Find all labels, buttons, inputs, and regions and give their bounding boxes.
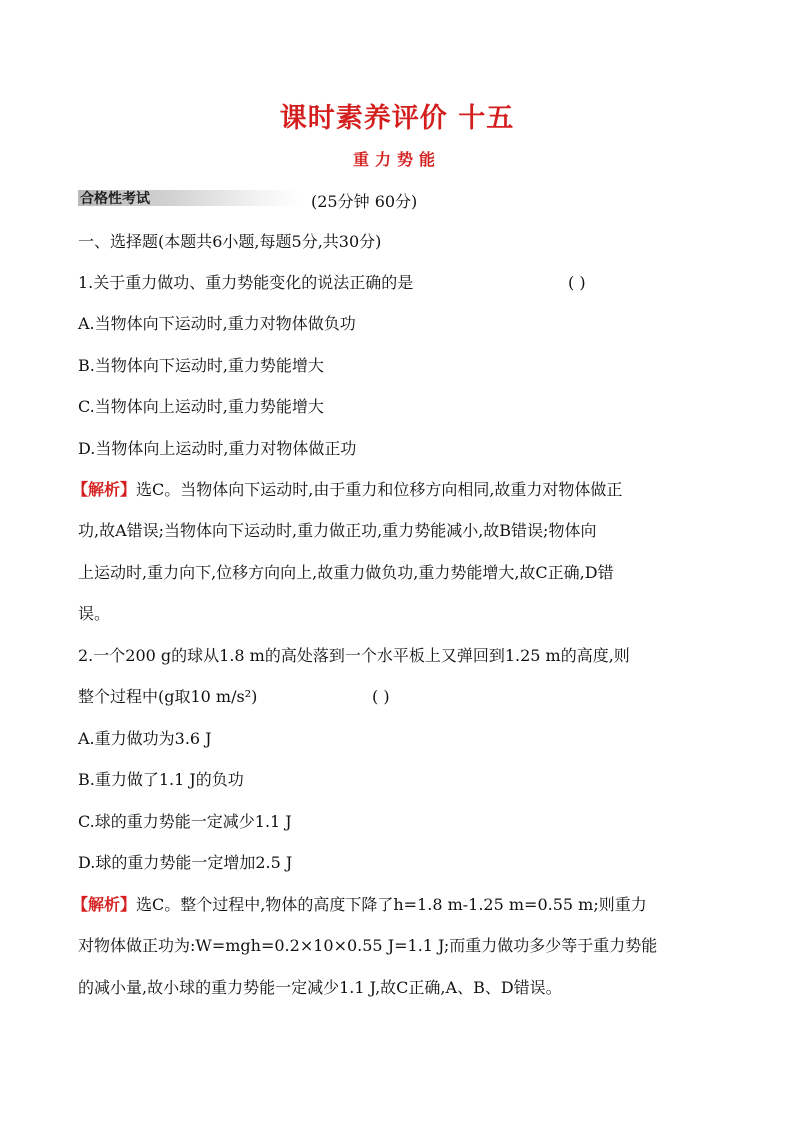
- q2-analysis-line-2: 对物体做正功为:W=mgh=0.2×10×0.55 J=1.1 J;而重力做功多少等于重力势能: [78, 936, 658, 955]
- q1-answer-bracket: ( ): [568, 273, 586, 292]
- q1-option-d: D.当物体向上运动时,重力对物体做正功: [78, 439, 357, 458]
- section-tag-label: 合格性考试: [80, 191, 150, 207]
- q2-stem-line-1: 2.一个200 g的球从1.8 m的高处落到一个水平板上又弹回到1.25 m的高度,则: [78, 646, 630, 665]
- q2-analysis-text-1: 选C。整个过程中,物体的高度下降了h=1.8 m-1.25 m=0.55 m;则重力: [136, 895, 647, 914]
- q2-answer-bracket: ( ): [372, 687, 390, 706]
- q1-stem: 1.关于重力做功、重力势能变化的说法正确的是: [78, 273, 414, 292]
- q2-option-c: C.球的重力势能一定减少1.1 J: [78, 812, 292, 831]
- q1-analysis-label: 【解析】: [72, 480, 137, 499]
- q1-analysis-line-2: 功,故A错误;当物体向下运动时,重力做正功,重力势能减小,故B错误;物体向: [78, 521, 597, 540]
- q2-analysis-line-3: 的减小量,故小球的重力势能一定减少1.1 J,故C正确,A、B、D错误。: [78, 978, 562, 997]
- q2-analysis-label: 【解析】: [72, 895, 137, 914]
- page-subtitle: 重力势能: [352, 150, 441, 169]
- q2-analysis-line-1: [72, 895, 647, 915]
- q1-analysis-line-4: 误。: [78, 604, 111, 623]
- q2-option-d: D.球的重力势能一定增加2.5 J: [78, 853, 293, 872]
- time-info: (25分钟 60分): [311, 192, 418, 211]
- q2-option-a: A.重力做功为3.6 J: [78, 729, 212, 748]
- q2-option-b: B.重力做了1.1 J的负功: [78, 770, 244, 789]
- page-title: 课时素养评价 十五: [279, 103, 515, 134]
- q1-option-c: C.当物体向上运动时,重力势能增大: [78, 397, 324, 416]
- q1-option-b: B.当物体向下运动时,重力势能增大: [78, 356, 324, 375]
- q1-analysis-text-1: 选C。当物体向下运动时,由于重力和位移方向相同,故重力对物体做正: [136, 480, 623, 499]
- q1-analysis-line-1: [72, 480, 622, 500]
- q2-stem-line-2: 整个过程中(g取10 m/s²): [78, 687, 258, 706]
- q1-analysis-line-3: 上运动时,重力向下,位移方向向上,故重力做负功,重力势能增大,故C正确,D错: [78, 563, 614, 582]
- section-heading: 一、选择题(本题共6小题,每题5分,共30分): [78, 232, 382, 251]
- q1-option-a: A.当物体向下运动时,重力对物体做负功: [78, 314, 356, 333]
- section-tag: [78, 188, 300, 208]
